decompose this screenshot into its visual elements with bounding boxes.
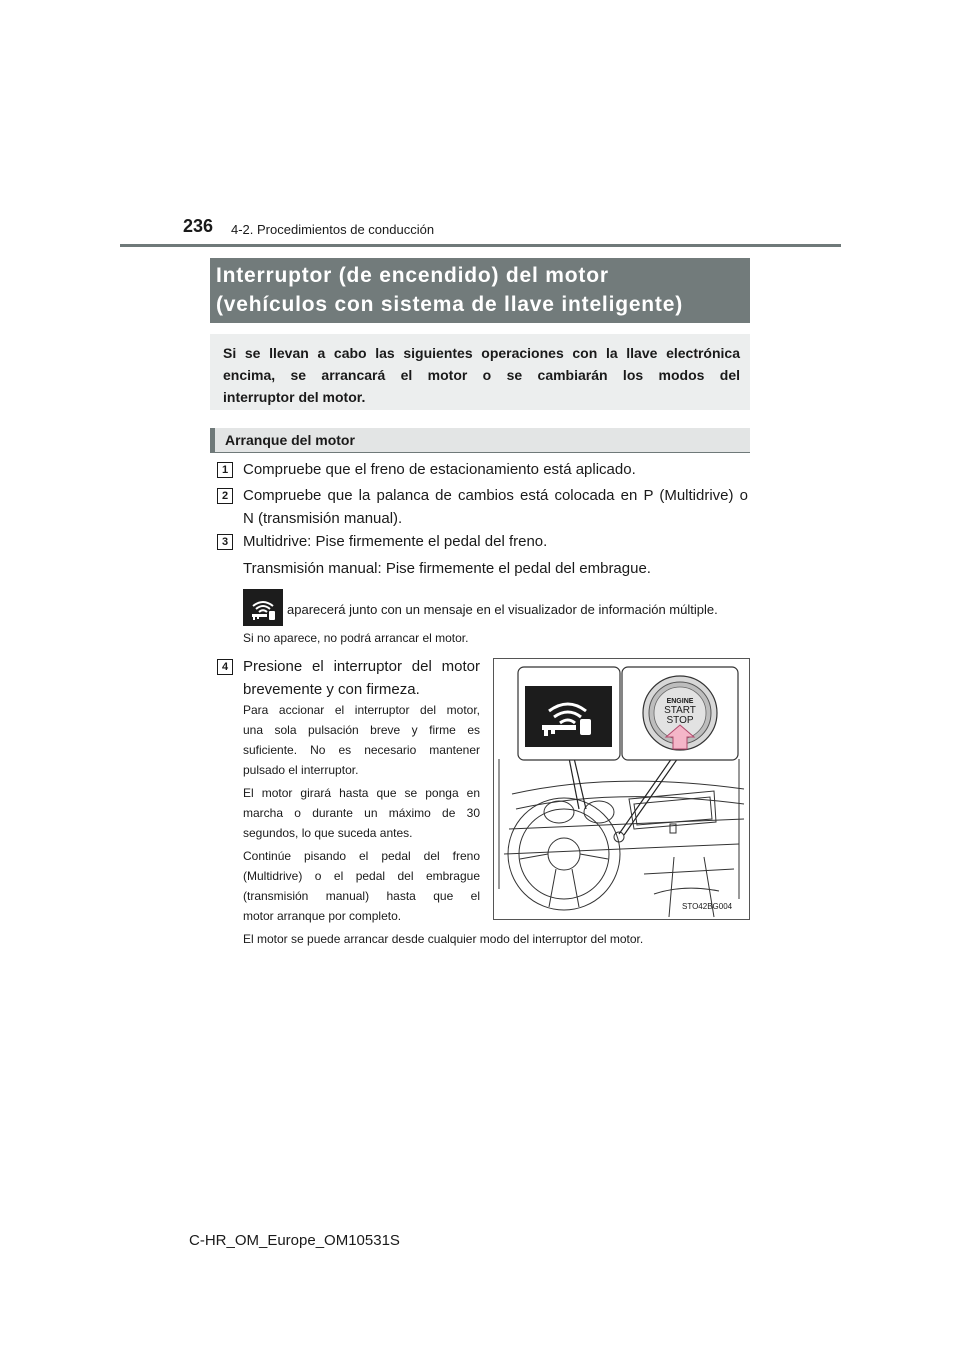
- note-3-line-2: (Multidrive) o el pedal del embrague: [243, 869, 480, 883]
- note-2-line-3: segundos, lo que suceda antes.: [243, 826, 413, 840]
- dashboard-illustration: [493, 658, 750, 920]
- page-title: [210, 258, 750, 323]
- note-3-line-3: (transmisión manual) hasta que el: [243, 889, 480, 903]
- step-3-text-line-1: Multidrive: Pise firmemente el pedal del freno.: [243, 533, 548, 550]
- intro-box: [210, 334, 750, 410]
- smart-key-indicator-icon: [243, 589, 283, 626]
- note-3-line-1: Continúe pisando el pedal del freno: [243, 849, 480, 863]
- subheading-bar: [210, 428, 215, 452]
- title-line-2: (vehículos con sistema de llave inteligente): [216, 293, 684, 316]
- note-1-line-4: pulsado el interruptor.: [243, 763, 359, 777]
- note-3-line-4: motor arranque por completo.: [243, 909, 402, 923]
- step-4-text-line-1: Presione el interruptor del motor: [243, 658, 480, 675]
- intro-line-2: encima, se arrancará el motor o se cambiarán los modos del: [223, 367, 740, 383]
- section-breadcrumb: 4-2. Procedimientos de conducción: [231, 222, 435, 237]
- title-line-1: Interruptor (de encendido) del motor: [216, 264, 609, 287]
- note-2-line-1: El motor girará hasta que se ponga en: [243, 786, 480, 800]
- indicator-note: aparecerá junto con un mensaje en el visualizador de información múltiple.: [287, 602, 718, 617]
- step-2-text-line-2: N (transmisión manual).: [243, 510, 403, 527]
- step-badge-3: 3: [217, 534, 233, 550]
- note-1-line-1: Para accionar el interruptor del motor,: [243, 703, 480, 717]
- step-1-text: Compruebe que el freno de estacionamiento está aplicado.: [243, 461, 636, 478]
- indicator-screen: [525, 686, 612, 747]
- button-label-stop: STOP: [666, 715, 694, 726]
- document-footer: C-HR_OM_Europe_OM10531S: [189, 1232, 400, 1249]
- subheading-text: Arranque del motor: [225, 432, 355, 448]
- note-1-line-2: una sola pulsación breve y firme es: [243, 723, 480, 737]
- note-2-line-2: marcha o durante un máximo de 30: [243, 806, 480, 820]
- note-1-line-3: suficiente. No es necesario mantener: [243, 743, 480, 757]
- intro-line-1: Si se llevan a cabo las siguientes operaciones con la llave electrónica: [223, 345, 740, 361]
- step-4-text-line-2: brevemente y con firmeza.: [243, 681, 420, 698]
- no-start-note: Si no aparece, no podrá arrancar el motor.: [243, 631, 469, 645]
- intro-line-3: interruptor del motor.: [223, 389, 366, 405]
- step-3-text-line-2: Transmisión manual: Pise firmemente el pedal del embrague.: [243, 560, 651, 577]
- step-badge-2: 2: [217, 488, 233, 504]
- button-label-engine: ENGINE: [666, 698, 694, 705]
- page-number: 236: [183, 216, 214, 236]
- header-divider: [120, 244, 841, 247]
- step-2-text-line-1: Compruebe que la palanca de cambios está colocada en P (Multidrive) o: [243, 487, 748, 504]
- final-note: El motor se puede arrancar desde cualquier modo del interruptor del motor.: [243, 932, 644, 946]
- subheading: [210, 428, 750, 453]
- step-badge-1: 1: [217, 462, 233, 478]
- figure-code: STO42BG004: [682, 902, 733, 911]
- step-badge-4: 4: [217, 659, 233, 675]
- button-label-start: START: [664, 705, 696, 716]
- dashboard-sketch: [499, 759, 744, 917]
